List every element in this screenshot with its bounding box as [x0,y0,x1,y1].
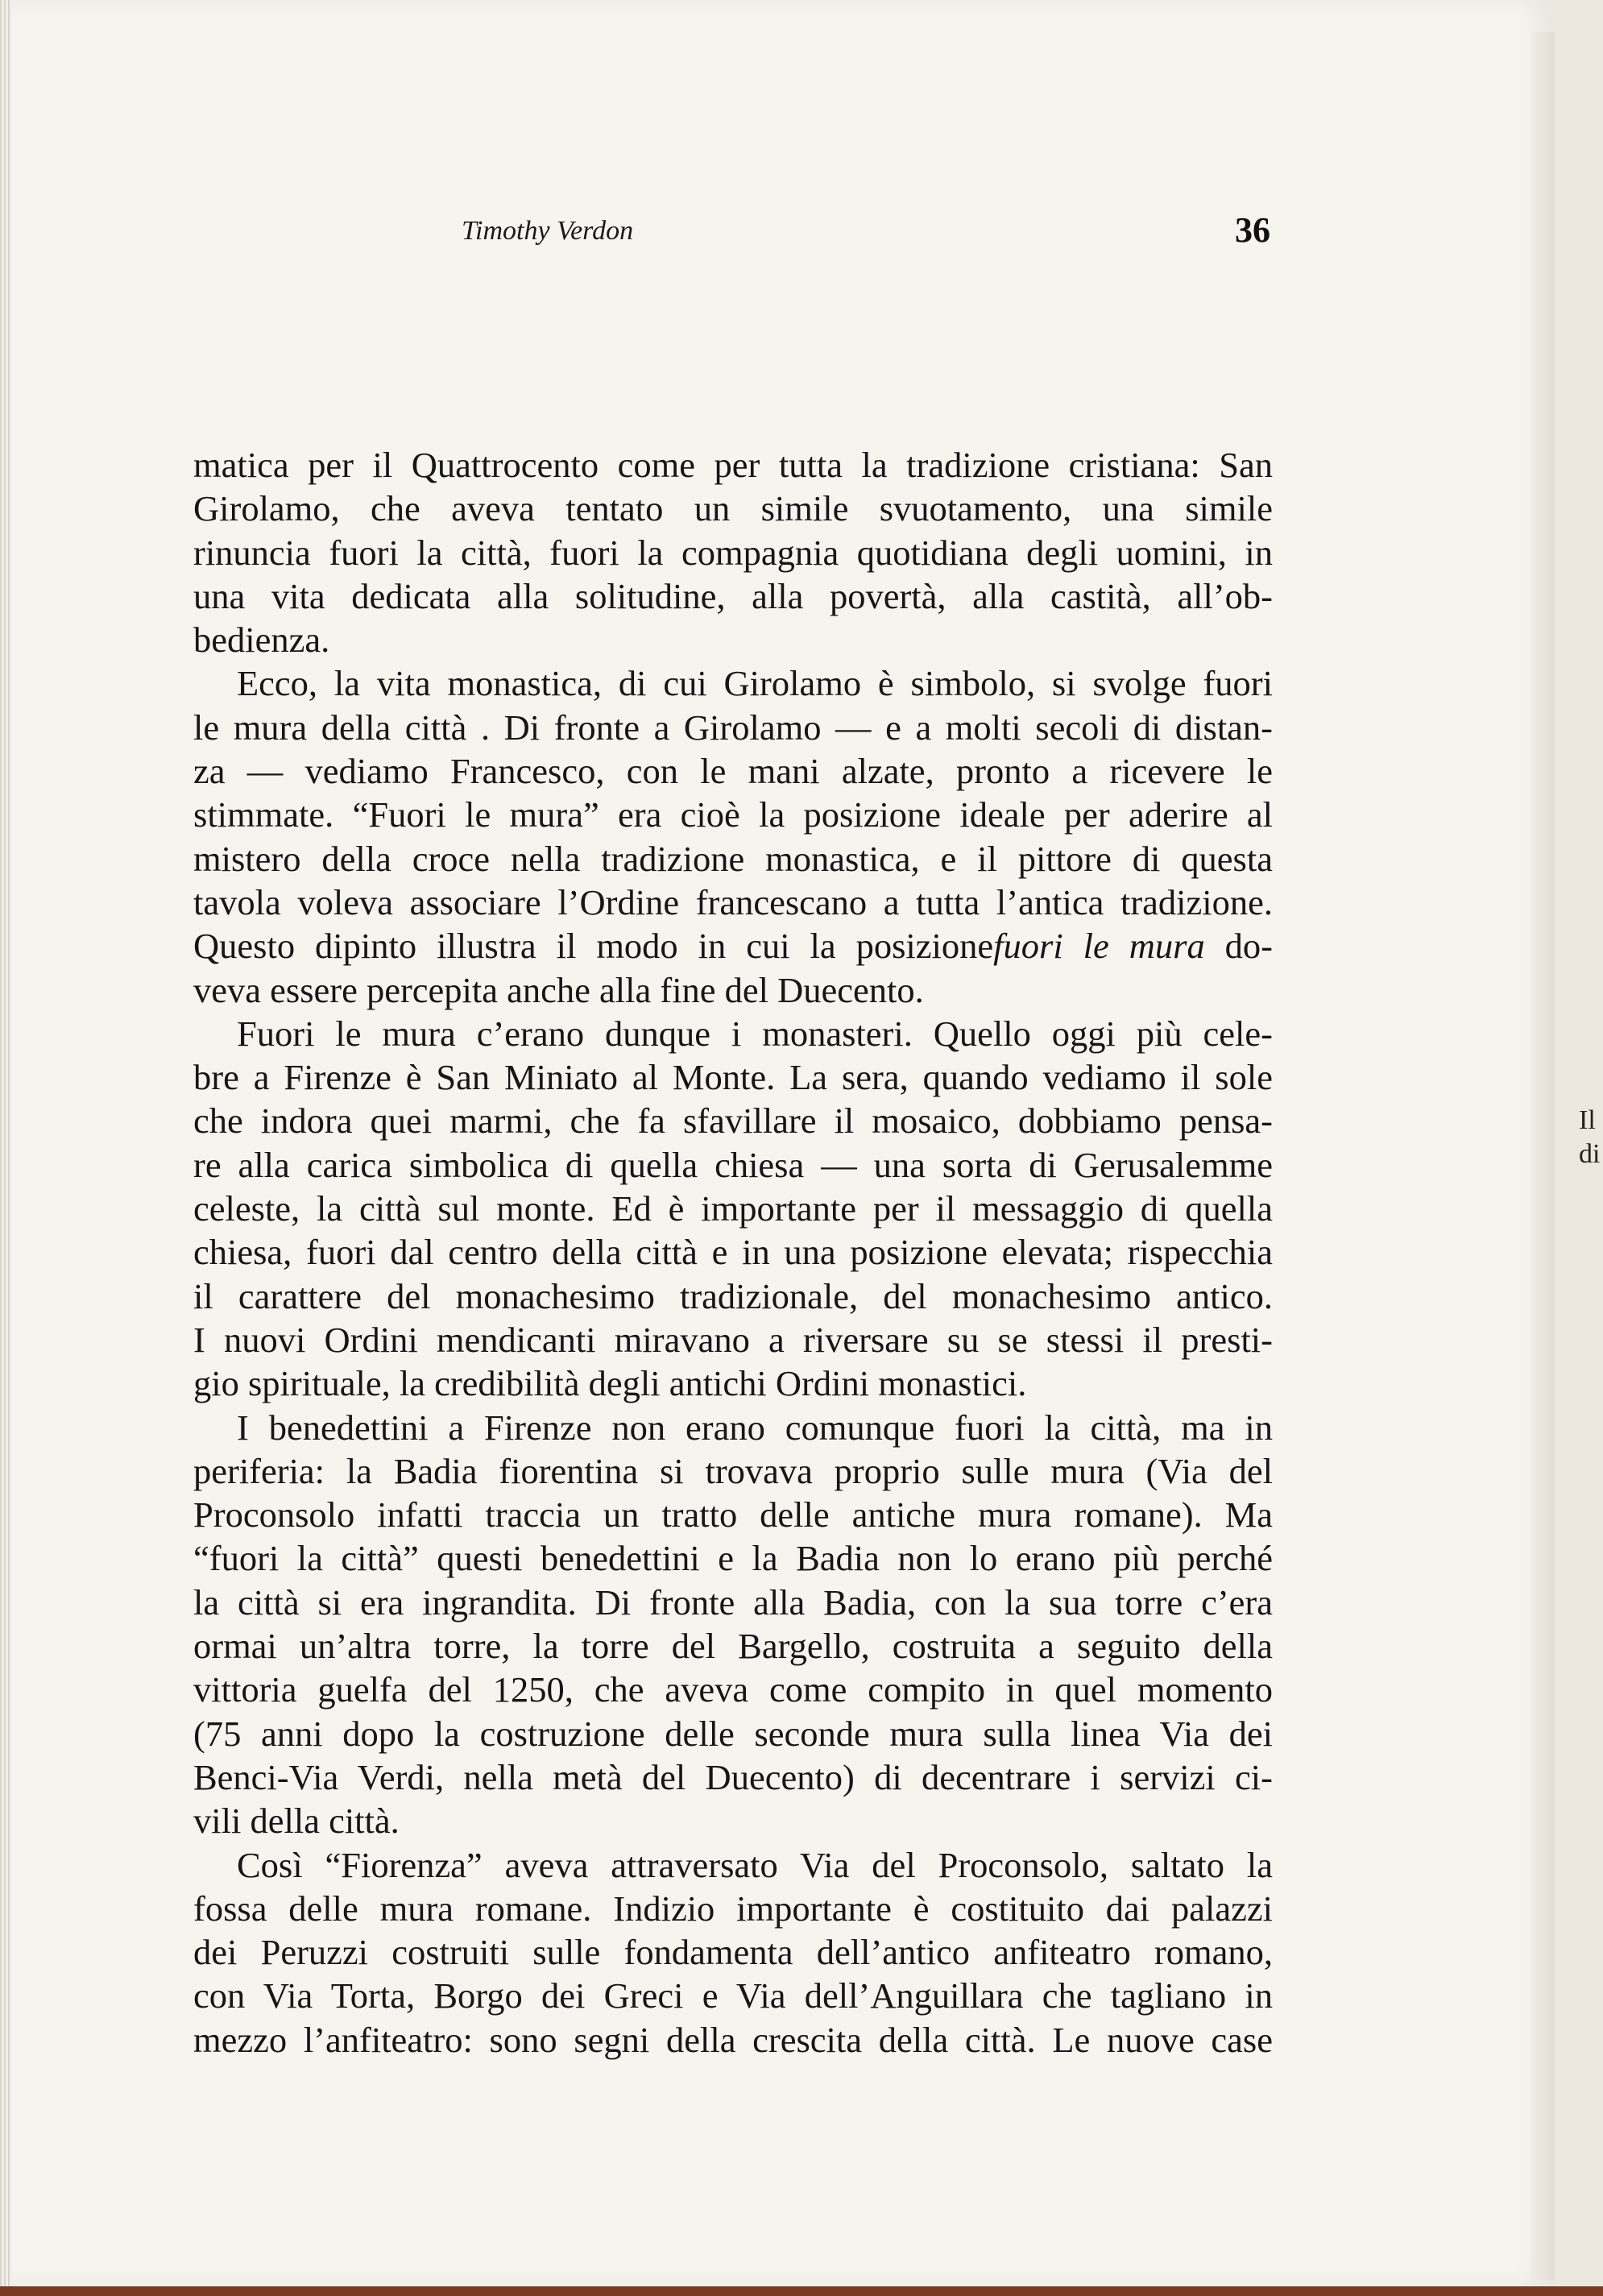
text-line: Così “Fiorenza” aveva attraversato Via del Proconsolo, saltato la [237,1844,1273,1885]
text-line: Fuori le mura c’erano dunque i monasteri. Quello oggi più cele- [237,1013,1273,1054]
paragraph [193,661,1273,1011]
body-text [193,443,1273,2062]
text-line: celeste, la città sul monte. Ed è importante per il messaggio di quella [193,1188,1273,1229]
text-line: con Via Torta, Borgo dei Greci e Via dell’Anguillara che tagliano in [193,1975,1273,2016]
page-gutter [0,0,11,2286]
text-line: le mura della città . Di fronte a Girolamo — e a molti secoli di distan- [193,707,1273,748]
text-line: (75 anni dopo la costruzione delle seconde mura sulla linea Via dei [193,1713,1273,1754]
text-line: mistero della croce nella tradizione monastica, e il pittore di questa [193,838,1273,879]
text-line: dei Peruzzi costruiti sulle fondamenta dell’antico anfiteatro romano, [193,1932,1273,1973]
text-line: Ecco, la vita monastica, di cui Girolamo è simbolo, si svolge fuori [237,663,1273,704]
text-line: stimmate. “Fuori le mura” era cioè la posizione ideale per aderire al [193,794,1273,835]
text-line: vittoria guelfa del 1250, che aveva come compito in quel momento [193,1669,1273,1710]
text-line: “fuori la città” questi benedettini e la Badia non lo erano più perché [193,1538,1273,1579]
text-line: Questo dipinto illustra il modo in cui la posizionefuori le mura do- [193,926,1273,967]
page-edge [1531,32,1555,2280]
paragraph [193,443,1273,661]
paragraph [193,1012,1273,1406]
page-number: 36 [1235,210,1270,250]
book-cover-edge [0,2286,1603,2296]
text-line: Girolamo, che aveva tentato un simile svuotamento, una simile [193,488,1273,529]
text-line: Proconsolo infatti traccia un tratto delle antiche mura romane). Ma [193,1494,1273,1536]
text-line: veva essere percepita anche alla fine del Duecento. [193,969,924,1010]
text-line: za — vediamo Francesco, con le mani alzate, pronto a ricevere le [193,751,1273,792]
text-line: ormai un’altra torre, la torre del Bargello, costruita a seguito della [193,1626,1273,1667]
text-line: bre a Firenze è San Miniato al Monte. La sera, quando vediamo il sole [193,1057,1273,1098]
text-line: I nuovi Ordini mendicanti miravano a riversare su se stessi il presti- [193,1319,1273,1360]
text-line: Benci-Via Verdi, nella metà del Duecento) di decentrare i servizi ci- [193,1756,1273,1797]
text-line: matica per il Quattrocento come per tutta la tradizione cristiana: San [193,445,1273,485]
next-page-peek [1555,0,1603,2286]
text-line: rinuncia fuori la città, fuori la compagnia quotidiana degli uomini, in [193,532,1273,573]
text-line: una vita dedicata alla solitudine, alla povertà, alla castità, all’ob- [193,575,1273,616]
text-line: la città si era ingrandita. Di fronte alla Badia, con la sua torre c’era [193,1581,1273,1623]
text-line: bedienza. [193,620,330,661]
peek-text: Il [1579,1105,1596,1135]
text-line: che indora quei marmi, che fa sfavillare il mosaico, dobbiamo pensa- [193,1100,1273,1142]
running-head: Timothy Verdon [462,216,634,246]
text-line: periferia: la Badia fiorentina si trovava proprio sulle mura (Via del [193,1450,1273,1491]
text-line: fossa delle mura romane. Indizio importante è costituito dai palazzi [193,1888,1273,1929]
text-line: gio spirituale, la credibilità degli antichi Ordini monastici. [193,1363,1027,1404]
text-line: re alla carica simbolica di quella chiesa — una sorta di Gerusalemme [193,1144,1273,1185]
text-line: I benedettini a Firenze non erano comunque fuori la città, ma in [237,1407,1273,1448]
text-line: chiesa, fuori dal centro della città e in una posizione elevata; rispecchia [193,1232,1273,1273]
text-line: tavola voleva associare l’Ordine francescano a tutta l’antica tradizione. [193,881,1273,922]
text-line: vili della città. [193,1801,400,1842]
italic-phrase: fuori le mura [993,926,1205,967]
text-line: il carattere del monachesimo tradizionale, del monachesimo antico. [193,1275,1273,1316]
paragraph [193,1843,1273,2062]
paragraph [193,1406,1273,1843]
peek-text: di [1579,1139,1601,1169]
text-line: mezzo l’anfiteatro: sono segni della crescita della città. Le nuove case [193,2019,1273,2060]
